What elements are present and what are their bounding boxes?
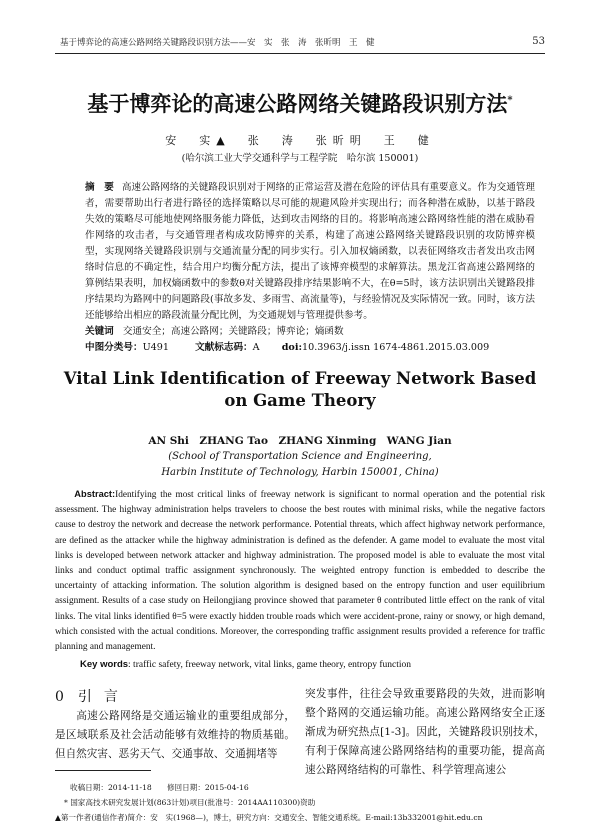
footnote-author: ▲第一作者(通信作者)简介：安 实(1968—)，博士，研究方向：交通安全、智能交通系统。E-mail:13b332001@hit.edu.cn: [55, 813, 483, 823]
abstract-en-label: Abstract:: [74, 489, 116, 499]
abstract-cn-text: 高速公路网络的关键路段识别对于网络的正常运营及潜在危险的评估具有重要意义。作为交通管理者，需要帮助出行者进行路径的选择策略以尽可能的规避风险并实现出行；而各种潜在威胁，以基于路段失效的策略尽可能地使网络服务能力降低，达到攻击网络的目的。将影响高速公路网络性能的潜在威胁看作网络的攻击者，与交通管理者构成攻防博弈的关系，构建了高速公路网络关键路段识别的攻防博弈模型，实现网络关键路段识别与交通流量分配的同步实行。引入加权熵函数，以表征网络攻击者发出攻击网络时信息的不确定性，结合用户均衡分配方法，提出了该博弈模型的求解算法。黑龙江省高速公路网络的算例结果表明，加权熵函数中的参数θ对关键路段排序结果影响不大，在θ=5时，该方法识别出关键路段排序结果均为路网中的问题路段(事故多发、多雨雪、高流量等)，与经验情况及实际情况一致。同时，该方法还能够给出相应的路段流量分配比例，为交通规划与管理提供参考。: [85, 182, 535, 321]
section-number: 0: [55, 689, 64, 706]
keywords-cn-label: 关键词: [85, 326, 114, 337]
paper-title-en: Vital Link Identification of Freeway Network Based on Game Theory: [63, 369, 537, 410]
abstract-cn: [85, 180, 535, 324]
left-column: [55, 685, 295, 780]
footnote-rule: [55, 770, 151, 771]
doc-code-value: A: [252, 342, 260, 353]
affiliation-en-line-2: Harbin Institute of Technology, Harbin 150001, China): [161, 467, 439, 478]
body-left-column: 高速公路网络是交通运输业的重要组成部分，是区域联系及社会活动能够有效维持的物质基础。但自然灾害、恶劣天气、交通事故、交通拥堵等: [55, 710, 295, 761]
keywords-en-text: : traffic safety, freeway network, vital links, game theory, entropy function: [128, 660, 412, 671]
body-right-column: 突发事件，往往会导致重要路段的失效，进而影响整个路网的交通运输功能。高速公路网络安全正逐渐成为研究热点[1-3]。因此，关键路段识别技术，有利于保障高速公路网络结构的重要功能，提高高速公路网络结构的可靠性、科学管理高速公: [305, 688, 545, 777]
title-footnote-marker: *: [507, 95, 513, 106]
doi-label: doi:: [281, 342, 303, 353]
footnote-funding: * 国家高技术研究发展计划(863计划)项目(批准号：2014AA110300)资助: [64, 798, 316, 808]
abstract-en-text: Identifying the most critical links of freeway network is significant to normal operation and the potential risk assessment. The highway administration helps travelers to choose the best routes with minimal risks, while the negative factors cause to destroy the network and decrease the network performance. Potential threats, which affect highway network performance, are defined as the attacker while the highway administration is defined as the defender. A game model to evaluate the most vital links is developed between network attacker and highway administration. The proposed model is able to evaluate the most vital links and conduct optimal traffic assignment synchronously. The weighted entropy function is embedded to describe the uncertainty of attacking information. The solution algorithm is designed based on the entropy function and user equilibrium assignment. Results of a case study on Heilongjiang province showed that parameter θ contributed little effect on the rank of vital links. The vital links identified θ=5 were exactly hidden trouble roads which were accident-prone, rainy or snowy, or high demand, which consisted with the actual conditions. Moreover, the corresponding traffic assignment results provided a reference for traffic planning and management.: [55, 490, 545, 653]
clc-value: U491: [142, 342, 169, 353]
abstract-en: [55, 487, 545, 655]
section-heading: [55, 687, 295, 707]
paper-title-cn: [55, 88, 545, 117]
keywords-en: [80, 657, 545, 673]
classification-line: [85, 340, 535, 356]
section-title: 引言: [77, 689, 130, 706]
affiliation-en-line-1: (School of Transportation Science and Engineering,: [168, 451, 432, 462]
abstract-cn-label: 摘 要: [85, 182, 114, 193]
right-column: [305, 685, 545, 780]
running-header: [55, 36, 545, 54]
clc-label: 中图分类号：: [85, 342, 143, 353]
authors-cn: 安 实▲ 张 涛 张昕明 王 健: [165, 134, 435, 147]
keywords-cn: [85, 324, 535, 340]
doc-code-label: 文献标志码：: [195, 342, 253, 353]
page-number: 53: [532, 36, 545, 47]
doi-value: 10.3963/j.issn 1674-4861.2015.03.009: [302, 342, 490, 353]
title-text: 基于博弈论的高速公路网络关键路段识别方法: [87, 91, 508, 116]
affiliation-cn: (哈尔滨工业大学交通科学与工程学院 哈尔滨 150001): [181, 153, 419, 164]
running-header-text: 基于博弈论的高速公路网络关键路段识别方法——安 实 张 涛 张昕明 王 健: [60, 38, 375, 48]
body-columns: [55, 685, 545, 780]
keywords-cn-text: 交通安全；高速公路网；关键路段；博弈论；熵函数: [122, 326, 344, 337]
footnote-dates: 收稿日期：2014-11-18 修回日期：2015-04-16: [70, 783, 249, 793]
keywords-en-label: Key words: [80, 659, 129, 671]
authors-en: AN Shi ZHANG Tao ZHANG Xinming WANG Jian: [148, 435, 452, 447]
